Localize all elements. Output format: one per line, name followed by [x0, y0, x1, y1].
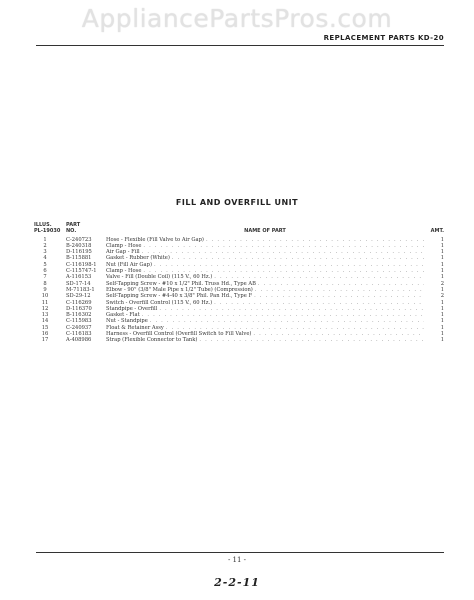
parts-table [34, 222, 444, 344]
row-part-name: Nut - Standpipe [106, 318, 148, 325]
row-item-number: 17 [41, 337, 49, 344]
page-number: - 11 - [227, 556, 247, 564]
row-part-number: B-240318 [66, 242, 92, 249]
row-amount: 1 [440, 274, 444, 281]
row-part-number: C-115983 [66, 318, 92, 325]
row-part-name: Self-Tapping Screw - #10 x 1/2" Phil. Truss Hd., Type AB [106, 280, 256, 287]
row-part-number: C-116198-1 [66, 261, 97, 268]
header-part-line2: NO. [66, 228, 77, 235]
row-part-number: M-71183-1 [66, 286, 95, 293]
row-part-name: Float & Retainer Assy [106, 324, 164, 331]
header-illus-line2: PL-19030 [34, 228, 61, 235]
row-amount: 1 [440, 236, 444, 243]
row-part-name: Strap (Flexible Connector to Tank) [106, 337, 198, 344]
row-amount: 1 [440, 299, 444, 306]
page-header-title: REPLACEMENT PARTS KD-20 [323, 34, 444, 42]
row-part-name: Standpipe - Overfill [106, 305, 158, 312]
row-item-number: 16 [41, 331, 49, 338]
row-part-number: B-115881 [66, 255, 92, 262]
row-amount: 2 [440, 293, 444, 300]
row-part-number: B-116302 [66, 312, 92, 319]
row-part-number: C-116269 [66, 299, 92, 306]
row-item-number: 3 [43, 249, 47, 256]
row-part-number: SD-17-14 [66, 280, 91, 287]
row-part-number: D-116195 [66, 249, 92, 256]
parts-table-header [34, 222, 444, 235]
row-part-name: Self-Tapping Screw - #4-40 x 3/8" Phil. Pan Hd., Type F [106, 293, 253, 300]
row-part-number: C-116183 [66, 331, 92, 338]
row-item-number: 6 [43, 268, 47, 275]
parts-table-body [34, 237, 444, 344]
dot-leader [197, 337, 424, 343]
row-amount: 1 [440, 312, 444, 319]
row-part-number: D-116370 [66, 305, 92, 312]
row-amount: 1 [440, 337, 444, 344]
row-item-number: 13 [41, 312, 49, 319]
row-amount: 1 [440, 324, 444, 331]
row-amount: 1 [440, 268, 444, 275]
header-illus [34, 222, 66, 235]
row-item-number: 15 [41, 324, 49, 331]
row-part-name: Elbow - 90° (3/8" Male Pipe x 1/2" Tube) (Compression) [106, 286, 253, 293]
row-item-number: 7 [43, 274, 47, 281]
row-item-number: 4 [43, 255, 47, 262]
header-divider [36, 45, 444, 46]
row-part-name: Switch - Overfill Control (115 V., 60 Hz.) [106, 299, 213, 306]
row-amount: 2 [440, 280, 444, 287]
row-amount: 1 [440, 242, 444, 249]
row-item-number: 1 [43, 236, 47, 243]
row-part-name: Clamp - Hose [106, 268, 142, 275]
row-part-name: Air Gap - Fill [106, 249, 140, 256]
row-part-name: Gasket - Rubber (White) [106, 255, 170, 262]
footer-divider [36, 552, 444, 553]
header-illus-line1: ILLUS. [34, 222, 52, 228]
row-item-number: 12 [41, 305, 49, 312]
header-name-of-part: NAME OF PART [244, 228, 286, 235]
row-part-name: Hose - Flexible (Fill Valve to Air Gap) [106, 236, 204, 243]
row-part-number: A-408986 [66, 337, 92, 344]
row-part-number: SD-29-12 [66, 293, 91, 300]
row-part-number: C-240937 [66, 324, 92, 331]
row-amount: 1 [440, 318, 444, 325]
row-item-number: 10 [41, 293, 49, 300]
row-part-name: Harness - Overfill Control (Overfill Switch to Fill Valve) [106, 331, 252, 338]
section-title: FILL AND OVERFILL UNIT [175, 198, 299, 207]
row-amount: 1 [440, 286, 444, 293]
row-item-number: 14 [41, 318, 49, 325]
row-item-number: 5 [43, 261, 47, 268]
row-part-name: Valve - Fill (Double Coil) (115 V., 60 Hz.) [106, 274, 213, 281]
header-part-line1: PART [66, 222, 81, 228]
row-item-number: 9 [43, 286, 47, 293]
header-part-no [66, 222, 106, 235]
row-part-name-cell [106, 337, 424, 343]
row-item-number: 2 [43, 242, 47, 249]
row-part-name: Clamp - Hose [106, 242, 142, 249]
row-amount: 1 [440, 305, 444, 312]
row-item-number: 11 [41, 299, 49, 306]
row-amount: 1 [440, 255, 444, 262]
row-part-name: Nut (Fill Air Gap) [106, 261, 152, 268]
row-part-number: A-116153 [66, 274, 92, 281]
row-part-number: C-240723 [66, 236, 92, 243]
row-part-number: C-115747-1 [66, 268, 97, 275]
watermark-text: AppliancePartsPros.com [81, 4, 393, 33]
table-row [34, 337, 444, 343]
row-amount: 1 [440, 331, 444, 338]
row-amount: 1 [440, 249, 444, 256]
row-item-number: 8 [43, 280, 47, 287]
handwritten-note: 2-2-11 [214, 576, 260, 589]
row-part-name: Gasket - Flat [106, 312, 140, 319]
header-amt: AMT. [430, 228, 444, 235]
row-amount: 1 [440, 261, 444, 268]
